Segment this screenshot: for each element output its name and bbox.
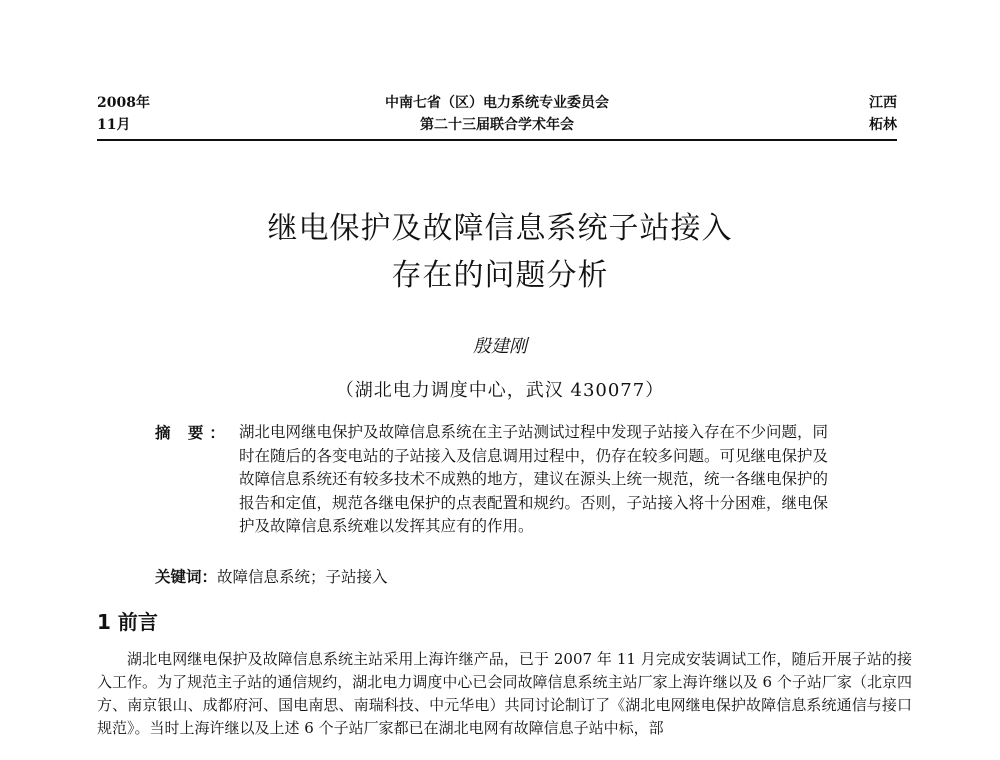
- abstract-text: 湖北电网继电保护及故障信息系统在主子站测试过程中发现子站接入存在不少问题，同时在随后的各变电站的子站接入及信息调用过程中，仍存在较多问题。可见继电保护及故障信息系统还有较多技术不成熟的地方，建议在源头上统一规范，统一各继电保护的报告和定值，规范各继电保护的点表配置和规约。否则，子站接入将十分困难，继电保护及故障信息系统难以发挥其应有的作用。: [239, 423, 829, 535]
- paper-title-line2: 存在的问题分析: [391, 258, 609, 293]
- body-text: [97, 648, 912, 740]
- abstract-block: [155, 421, 835, 539]
- keywords-text: 故障信息系统；子站接入: [217, 568, 388, 586]
- abstract-label: 摘 要：: [155, 423, 231, 442]
- header-month: 11月: [97, 117, 131, 133]
- section-heading: 1 前言: [97, 610, 158, 634]
- author-affiliation: （湖北电力调度中心，武汉 430077）: [335, 380, 665, 401]
- header-conference-line2: 第二十三届联合学术年会: [420, 117, 574, 133]
- paper-title: [0, 205, 1000, 299]
- header-location-line2: 柘林: [869, 117, 897, 133]
- running-header: [97, 92, 897, 142]
- keywords-label: 关键词：: [155, 567, 218, 586]
- paper-title-line1: 继电保护及故障信息系统子站接入: [267, 211, 733, 246]
- body-paragraph: 湖北电网继电保护及故障信息系统主站采用上海许继产品，已于 2007 年 11 月完成安装调试工作，随后开展子站的接入工作。为了规范主子站的通信规约，湖北电力调度中心已会同故障信息系统主站厂家上海许继以及 6 个子站厂家（北京四方、南京银山、成都府河、国电南思、南瑞科技、中元华电）共同讨论制订了《湖北电网继电保护故障信息系统通信与接口规范》。当时上海许继以及上述 6 个子站厂家都已在湖北电网有故障信息子站中标，部: [97, 650, 912, 737]
- keywords-block: [155, 565, 388, 589]
- header-year: 2008年: [97, 95, 150, 111]
- header-location: [869, 92, 897, 136]
- author-name: 殷建刚: [473, 336, 527, 357]
- header-location-line1: 江西: [869, 95, 897, 111]
- header-conference-line1: 中南七省（区）电力系统专业委员会: [385, 95, 609, 111]
- header-conference: [97, 92, 897, 136]
- header-divider: [97, 139, 897, 141]
